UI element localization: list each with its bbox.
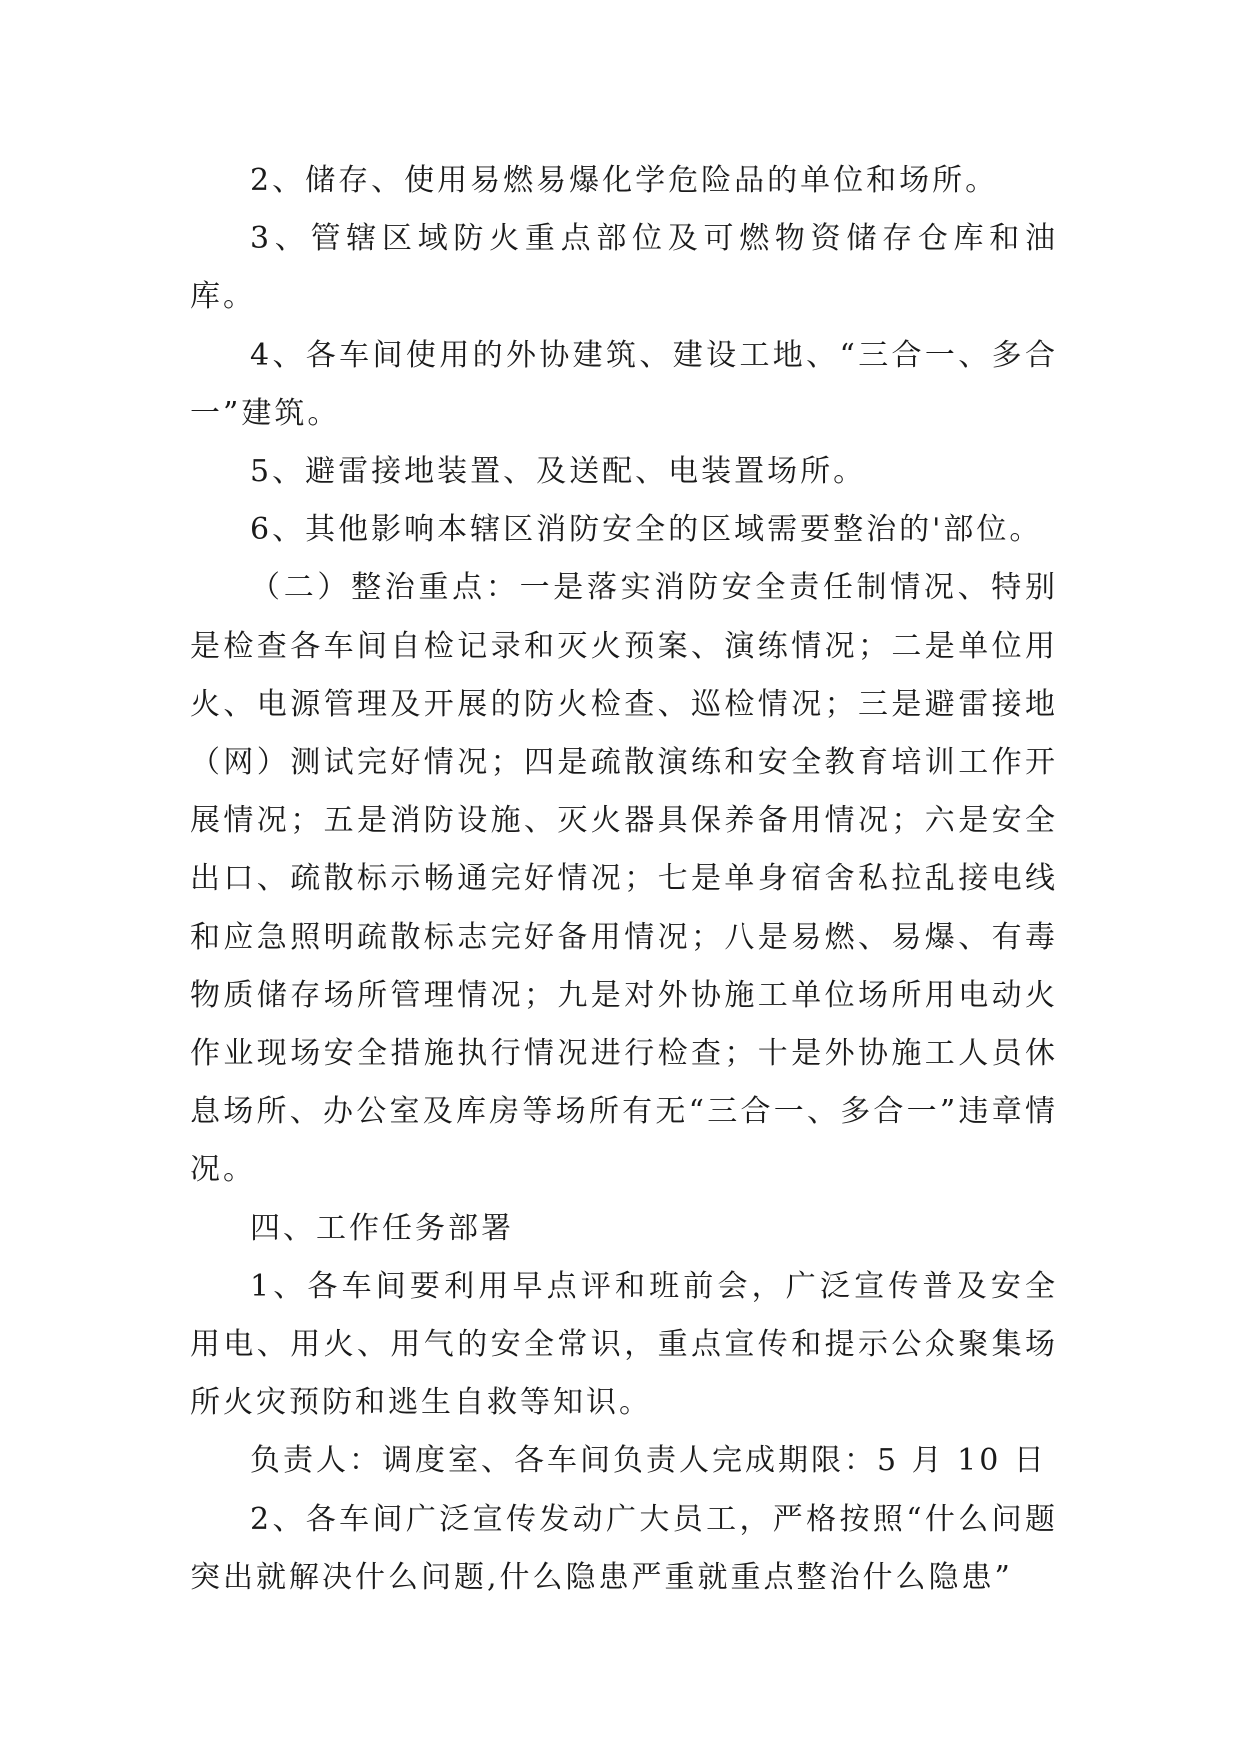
list-item-other-areas: 6、其他影响本辖区消防安全的区域需要整治的'部位。 [250, 512, 1043, 548]
responsibility-line: 负责人：调度室、各车间负责人完成期限：5 月 10 日 [250, 1443, 1047, 1479]
list-item-outsourced-buildings: 4、各车间使用的外协建筑、建设工地、“三合一、多合一”建筑。 [190, 337, 1058, 431]
list-item-storage-sites: 2、储存、使用易燃易爆化学危险品的单位和场所。 [250, 163, 999, 198]
list-item-publicity-meetings: 1、各车间要利用早点评和班前会，广泛宣传普及安全用电、用火、用气的安全常识，重点宣传和提示公众聚集场所火灾预防和逃生自救等知识。 [190, 1268, 1058, 1421]
list-item-key-fire-areas: 3、管辖区域防火重点部位及可燃物资储存仓库和油库。 [190, 221, 1058, 315]
section-heading-task-deployment: 四、工作任务部署 [250, 1210, 514, 1246]
list-item-mobilize-staff: 2、各车间广泛宣传发动广大员工，严格按照“什么问题突出就解决什么问题,什么隐患严重就重点整治什么隐患” [190, 1501, 1058, 1595]
document-body [190, 152, 1058, 1607]
paragraph-rectification-focus: （二）整治重点：一是落实消防安全责任制情况、特别是检查各车间自检记录和灭火预案、演练情况；二是单位用火、电源管理及开展的防火检查、巡检情况；三是避雷接地（网）测试完好情况；四是疏散演练和安全教育培训工作开展情况；五是消防设施、灭火器具保养备用情况；六是安全出口、疏散标示畅通完好情况；七是单身宿舍私拉乱接电线和应急照明疏散标志完好备用情况；八是易燃、易爆、有毒物质储存场所管理情况；九是对外协施工单位场所用电动火作业现场安全措施执行情况进行检查；十是外协施工人员休息场所、办公室及库房等场所有无“三合一、多合一”违章情况。 [190, 570, 1058, 1188]
list-item-lightning-grounding: 5、避雷接地装置、及送配、电装置场所。 [250, 454, 867, 490]
